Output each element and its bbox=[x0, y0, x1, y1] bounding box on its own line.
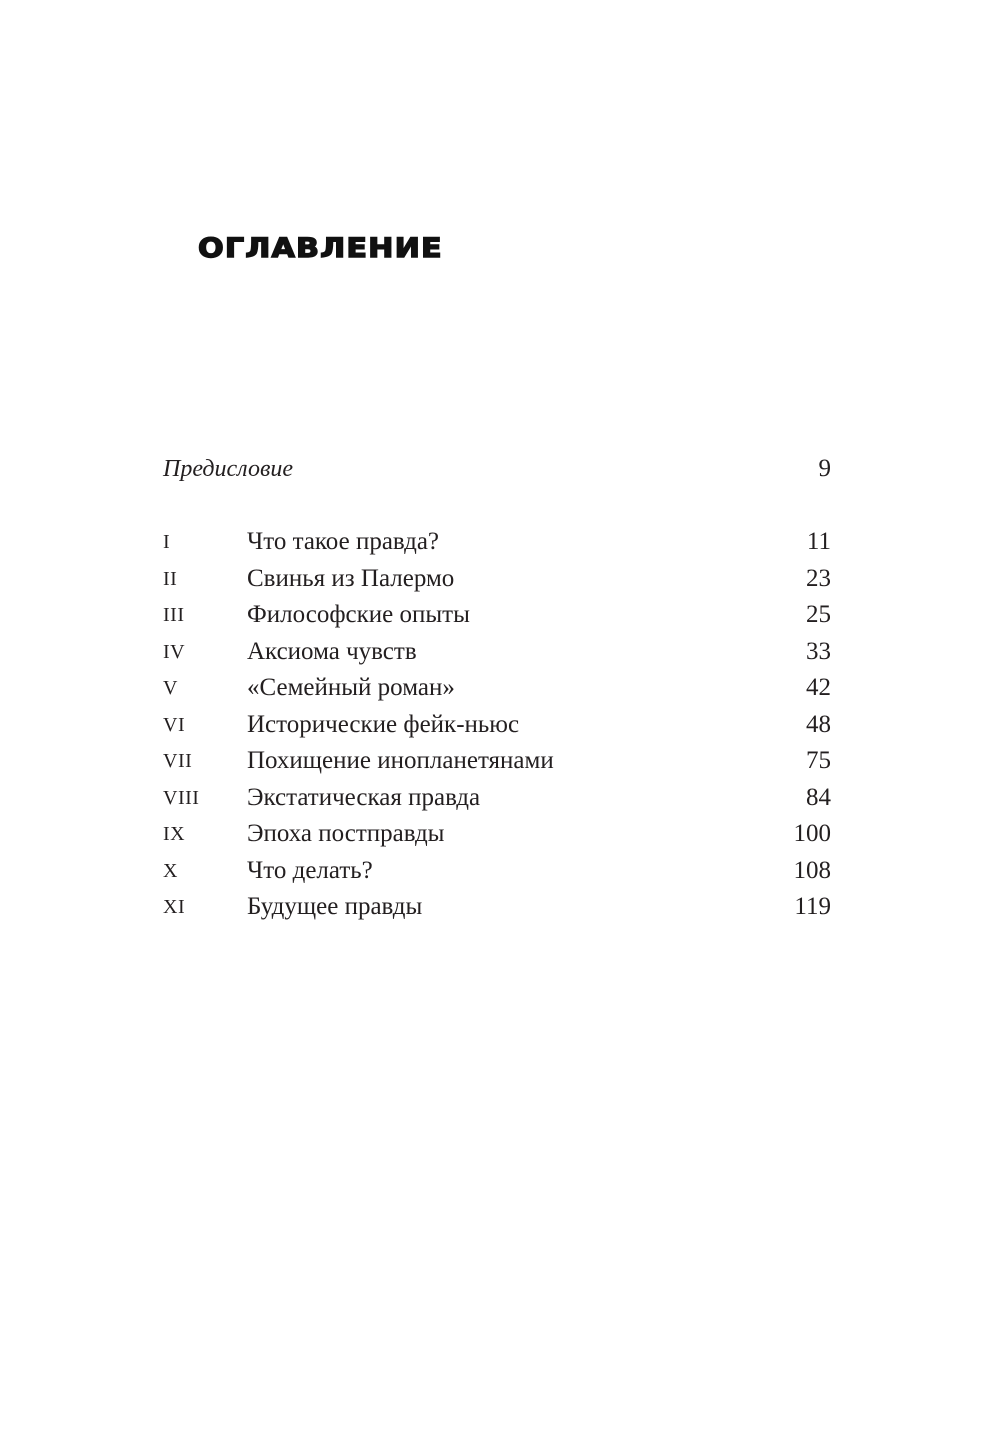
toc-entry-chapter-8 bbox=[163, 781, 831, 818]
chapter-list bbox=[163, 525, 831, 927]
chapter-number: VI bbox=[163, 713, 186, 736]
toc-entry-chapter-1 bbox=[163, 525, 831, 562]
chapter-page-number: 42 bbox=[806, 674, 831, 701]
chapter-title: «Семейный роман» bbox=[247, 674, 455, 701]
chapter-number: VII bbox=[163, 750, 193, 772]
chapter-title: Экстатическая правда bbox=[247, 783, 481, 811]
chapter-title: Что делать? bbox=[247, 856, 373, 884]
preface-title: Предисловие bbox=[163, 456, 294, 482]
chapter-title: Аксиома чувств bbox=[247, 637, 417, 665]
chapter-number: III bbox=[163, 604, 185, 626]
chapter-number: II bbox=[163, 567, 178, 590]
toc-entry-chapter-11 bbox=[163, 890, 831, 927]
chapter-number: V bbox=[163, 677, 178, 699]
chapter-title: Исторические фейк-ньюс bbox=[247, 710, 520, 738]
chapter-page-number: 100 bbox=[793, 820, 831, 847]
chapter-page-number: 11 bbox=[806, 528, 831, 555]
chapter-title: Философские опыты bbox=[247, 601, 470, 628]
chapter-title: Эпоха постправды bbox=[247, 820, 445, 847]
chapter-page-number: 33 bbox=[806, 637, 831, 665]
toc-entry-chapter-10 bbox=[163, 854, 831, 891]
chapter-number: I bbox=[163, 531, 171, 553]
toc-entry-preface bbox=[163, 454, 831, 484]
chapter-title: Свинья из Палермо bbox=[247, 564, 455, 592]
chapter-number: X bbox=[163, 859, 178, 882]
chapter-page-number: 75 bbox=[806, 747, 831, 774]
chapter-page-number: 108 bbox=[793, 856, 831, 884]
toc-entry-chapter-7 bbox=[163, 744, 831, 781]
chapter-number: VIII bbox=[163, 786, 200, 809]
chapter-title: Что такое правда? bbox=[247, 528, 440, 555]
chapter-number: XI bbox=[163, 896, 186, 918]
toc-entry-chapter-3 bbox=[163, 598, 831, 635]
chapter-title: Будущее правды bbox=[247, 893, 423, 920]
chapter-page-number: 119 bbox=[794, 893, 831, 920]
chapter-page-number: 25 bbox=[806, 601, 831, 628]
chapter-page-number: 48 bbox=[806, 710, 831, 738]
chapter-title: Похищение инопланетянами bbox=[247, 747, 554, 774]
toc-heading: ОГЛАВЛЕНИЕ bbox=[198, 233, 443, 264]
toc-entry-chapter-6 bbox=[163, 708, 831, 745]
chapter-page-number: 23 bbox=[806, 564, 831, 592]
chapter-number: IX bbox=[163, 823, 186, 845]
toc-entry-chapter-4 bbox=[163, 635, 831, 672]
chapter-page-number: 84 bbox=[806, 783, 831, 811]
toc-entry-chapter-9 bbox=[163, 817, 831, 854]
toc-entry-chapter-2 bbox=[163, 562, 831, 599]
preface-page-number: 9 bbox=[818, 455, 831, 482]
toc-entry-chapter-5 bbox=[163, 671, 831, 708]
chapter-number: IV bbox=[163, 640, 186, 663]
